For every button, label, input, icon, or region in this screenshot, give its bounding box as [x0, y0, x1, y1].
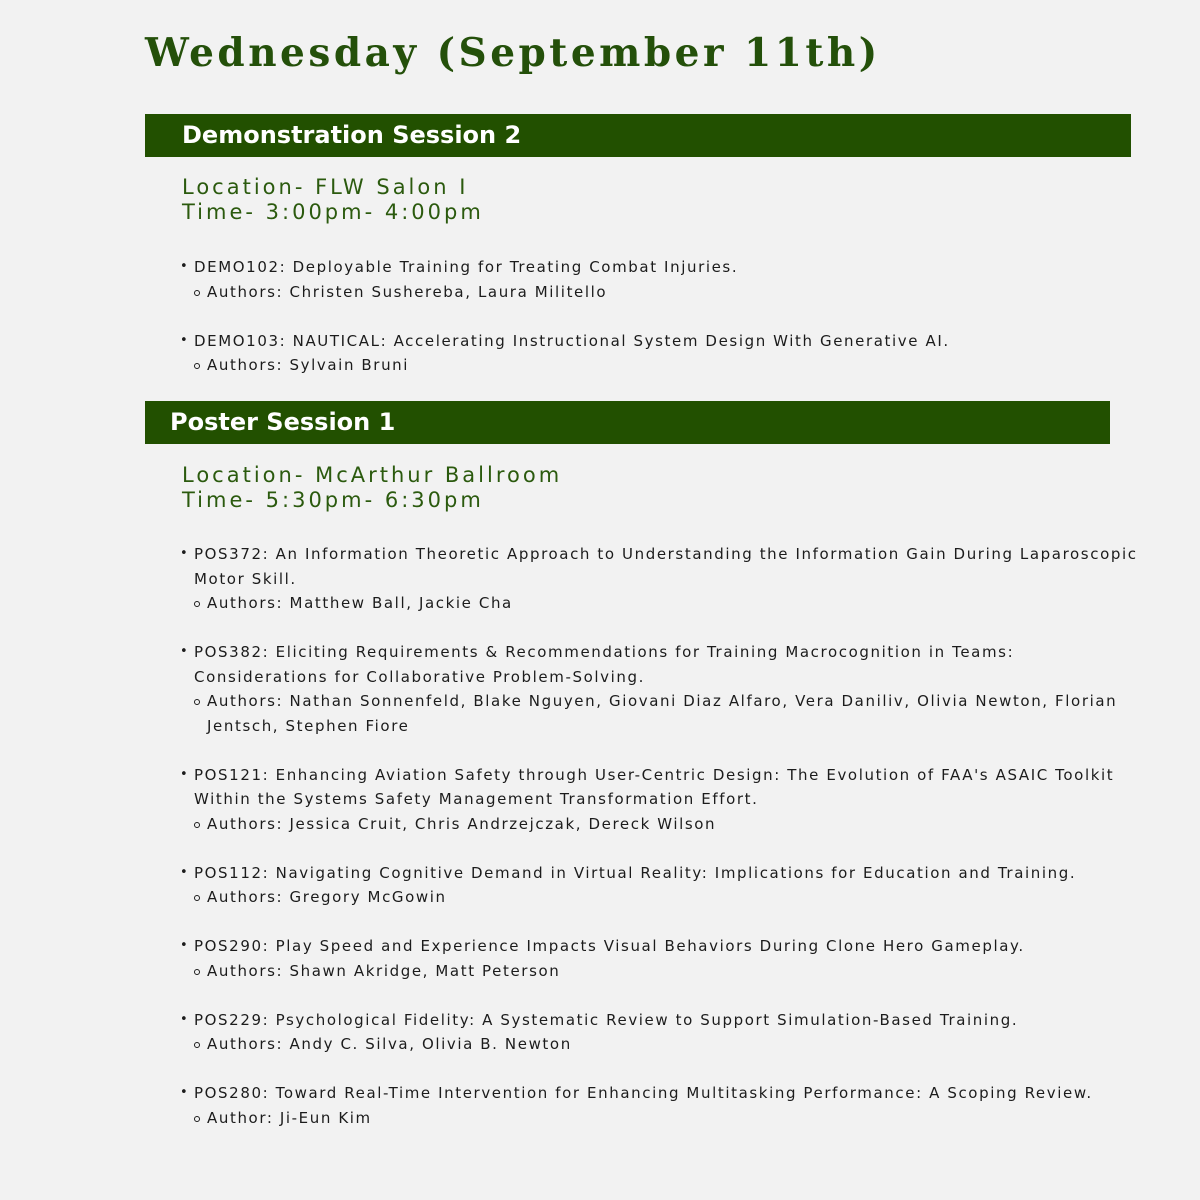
entry-list-demonstration	[180, 255, 1140, 402]
list-item	[180, 1008, 1140, 1057]
entry-authors: Authors: Sylvain Bruni	[194, 353, 1140, 378]
session-location: Location- FLW Salon I	[182, 175, 469, 199]
entry-title: • POS229: Psychological Fidelity: A Systematic Review to Support Simulation-Based Training.	[194, 1010, 1019, 1029]
session-heading-demonstration: Demonstration Session 2	[145, 114, 1131, 157]
session-time: Time- 5:30pm- 6:30pm	[182, 488, 484, 512]
session-meta-demonstration	[182, 175, 484, 225]
entry-title: • DEMO102: Deployable Training for Treating Combat Injuries.	[194, 258, 739, 276]
list-item	[180, 763, 1140, 837]
entry-authors: Authors: Nathan Sonnenfeld, Blake Nguyen, Giovani Diaz Alfaro, Vera Daniliv, Olivia Newton, Florian Jentsch, Stephen Fiore	[194, 689, 1140, 738]
entry-list-poster	[180, 542, 1140, 1155]
entry-title: • POS290: Play Speed and Experience Impacts Visual Behaviors During Clone Hero Gameplay.	[194, 937, 1025, 955]
list-item	[180, 542, 1140, 616]
entry-title: • POS121: Enhancing Aviation Safety through User-Centric Design: The Evolution of FAA's ASAIC Toolkit Within the Systems Safety Management Transformation Effort.	[194, 765, 1115, 808]
list-item	[180, 255, 1140, 304]
entry-title: • POS382: Eliciting Requirements & Recommendations for Training Macrocognition in Teams: Considerations for Collaborative Problem-Solving.	[194, 643, 1015, 686]
entry-title: • DEMO103: NAUTICAL: Accelerating Instructional System Design With Generative AI.	[194, 331, 950, 350]
entry-authors: Authors: Matthew Ball, Jackie Cha	[194, 591, 1140, 616]
entry-authors: Authors: Shawn Akridge, Matt Peterson	[194, 959, 1140, 984]
entry-authors: Author: Ji-Eun Kim	[194, 1106, 1140, 1131]
entry-title: • POS280: Toward Real-Time Intervention for Enhancing Multitasking Performance: A Scoping Review.	[194, 1084, 1093, 1102]
entry-authors: Authors: Andy C. Silva, Olivia B. Newton	[194, 1032, 1140, 1057]
list-item	[180, 861, 1140, 910]
session-heading-poster: Poster Session 1	[145, 401, 1110, 444]
entry-authors: Authors: Gregory McGowin	[194, 885, 1140, 910]
session-meta-poster	[182, 463, 562, 513]
entry-authors: Authors: Jessica Cruit, Chris Andrzejczak, Dereck Wilson	[194, 812, 1140, 837]
list-item	[180, 329, 1140, 378]
session-location: Location- McArthur Ballroom	[182, 463, 563, 487]
entry-authors: Authors: Christen Sushereba, Laura Militello	[194, 280, 1140, 305]
entry-title: • POS372: An Information Theoretic Approach to Understanding the Information Gain During Laparoscopic Motor Skill.	[194, 545, 1138, 588]
entry-title: • POS112: Navigating Cognitive Demand in Virtual Reality: Implications for Education and Training.	[194, 863, 1077, 882]
day-title: Wednesday (September 11th)	[145, 30, 881, 76]
list-item	[180, 934, 1140, 983]
list-item	[180, 640, 1140, 738]
session-time: Time- 3:00pm- 4:00pm	[182, 200, 484, 224]
list-item	[180, 1081, 1140, 1130]
